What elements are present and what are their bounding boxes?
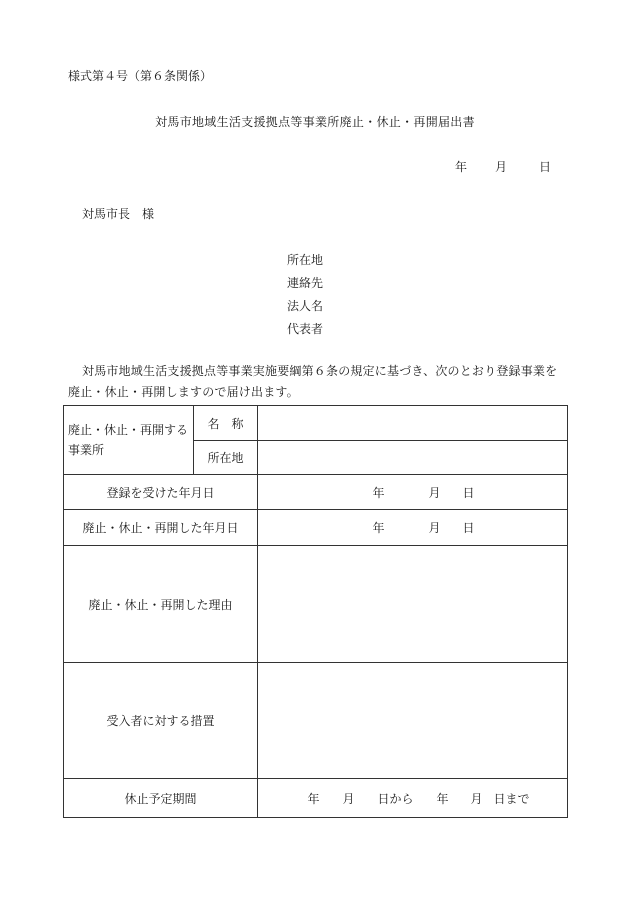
suspension-period-label: 休止予定期間 bbox=[64, 779, 258, 818]
period-from-month: 月 bbox=[342, 791, 355, 806]
office-label: 廃止・休止・再開する事業所 bbox=[64, 406, 194, 475]
suspension-period-field[interactable] bbox=[258, 779, 568, 818]
period-from-year: 年 bbox=[307, 791, 320, 806]
registered-day: 日 bbox=[462, 485, 475, 500]
submitter-corporation-label: 法人名 bbox=[287, 299, 324, 313]
registered-date-label: 登録を受けた年月日 bbox=[64, 475, 258, 510]
reason-field[interactable] bbox=[258, 546, 568, 663]
addressee: 対馬市長 様 bbox=[82, 207, 155, 221]
period-to-day: 日まで bbox=[493, 791, 530, 806]
declaration-text: 対馬市地域生活支援拠点等事業実施要綱第６条の規定に基づき、次のとおり登録事業を廃止・休止・再開しますので届け出ます。 bbox=[68, 364, 558, 399]
date-year: 年 bbox=[455, 160, 468, 174]
submitter-representative-label: 代表者 bbox=[287, 322, 324, 336]
form-table bbox=[63, 405, 568, 818]
period-to-month: 月 bbox=[470, 791, 483, 806]
change-date-field[interactable] bbox=[258, 510, 568, 546]
change-day: 日 bbox=[462, 521, 475, 535]
submitter-address-label: 所在地 bbox=[287, 253, 324, 267]
change-month: 月 bbox=[428, 521, 441, 535]
submitter-contact-label: 連絡先 bbox=[287, 276, 324, 290]
registered-date-field[interactable] bbox=[258, 475, 568, 510]
period-from-day: 日から bbox=[377, 791, 414, 806]
date-day: 日 bbox=[539, 160, 552, 174]
form-number: 様式第４号（第６条関係） bbox=[68, 69, 213, 83]
change-date-label: 廃止・休止・再開した年月日 bbox=[64, 510, 258, 546]
office-name-label: 名 称 bbox=[194, 406, 258, 441]
change-year: 年 bbox=[372, 521, 385, 535]
submitter-fields bbox=[287, 249, 323, 341]
registered-year: 年 bbox=[372, 485, 385, 500]
submission-date bbox=[455, 158, 550, 175]
period-to-year: 年 bbox=[436, 791, 449, 806]
reason-label: 廃止・休止・再開した理由 bbox=[64, 546, 258, 663]
office-name-field[interactable] bbox=[258, 406, 568, 441]
document-title: 対馬市地域生活支援拠点等事業所廃止・休止・再開届出書 bbox=[155, 115, 475, 129]
measures-label: 受入者に対する措置 bbox=[64, 663, 258, 779]
measures-field[interactable] bbox=[258, 663, 568, 779]
office-address-label: 所在地 bbox=[194, 441, 258, 475]
date-month: 月 bbox=[495, 160, 508, 174]
registered-month: 月 bbox=[428, 485, 441, 500]
office-address-field[interactable] bbox=[258, 441, 568, 475]
